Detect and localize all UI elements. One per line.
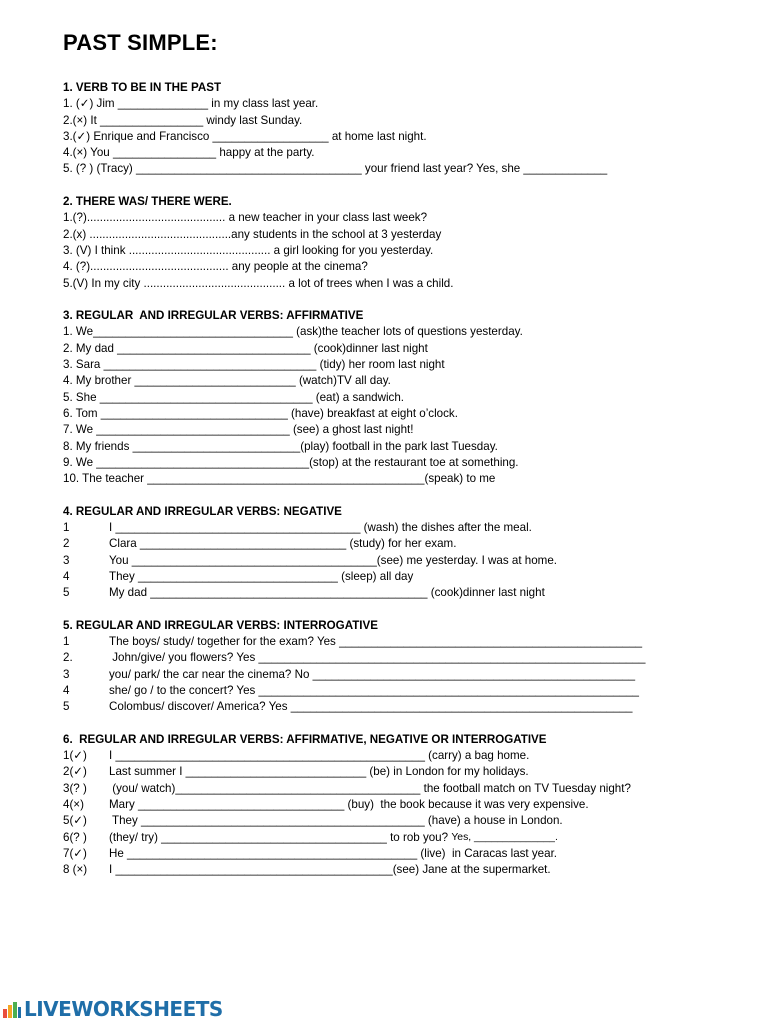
exercise-line: 5. (? ) (Tracy) ___________________________________ your friend last year? Yes, she _____________ — [63, 162, 608, 176]
item-number: 1(✓) — [63, 749, 87, 763]
exercise-line — [63, 797, 753, 813]
exercise-line — [63, 683, 753, 699]
exercise-line — [63, 585, 753, 601]
item-text: He _____________________________________________ (live) in Caracas last year. — [109, 846, 558, 860]
section-there-was-were — [63, 194, 753, 292]
item-text: Mary ________________________________ (buy) the book because it was very expensive. — [109, 798, 589, 812]
exercise-line — [63, 553, 753, 569]
exercise-line: 8. My friends __________________________(play) football in the park last Tuesday. — [63, 439, 498, 453]
exercise-line: 5.(V) In my city ............................................ a lot of trees when I was a child. — [63, 276, 454, 290]
exercise-line: 3.(✓) Enrique and Francisco __________________ at home last night. — [63, 129, 427, 143]
brand-part-live: LIVE — [24, 997, 72, 1021]
section-heading: 6. REGULAR AND IRREGULAR VERBS: AFFIRMATIVE, NEGATIVE OR INTERROGATIVE — [63, 732, 547, 746]
exercise-line — [63, 569, 753, 585]
item-text: My dad ___________________________________________ (cook)dinner last night — [109, 586, 545, 600]
exercise-line: 2. My dad ______________________________ (cook)dinner last night — [63, 341, 428, 355]
exercise-line: 7. We ______________________________ (see) a ghost last night! — [63, 423, 414, 437]
section-heading: 1. VERB TO BE IN THE PAST — [63, 81, 222, 94]
exercise-line: 9. We _________________________________(stop) at the restaurant toe at something. — [63, 455, 519, 469]
item-number: 7(✓) — [63, 846, 87, 860]
item-text: John/give/ you flowers? Yes ____________________________________________________________ — [109, 651, 646, 665]
item-number: 2. — [63, 651, 73, 665]
item-number: 8 (×) — [63, 863, 88, 877]
item-number: 6(? ) — [63, 830, 87, 844]
item-text: you/ park/ the car near the cinema? No __________________________________________________ — [109, 667, 636, 681]
item-number: 3 — [63, 553, 70, 567]
brand-part-worksheets: WORKSHEETS — [71, 997, 223, 1021]
item-text: You ______________________________________(see) me yesterday. I was at home. — [109, 553, 558, 567]
exercise-line: 4. My brother _________________________ (watch)TV all day. — [63, 374, 391, 388]
exercise-line — [63, 536, 753, 552]
item-number: 5 — [63, 700, 70, 714]
item-text: she/ go / to the concert? Yes ___________________________________________________________ — [109, 683, 639, 697]
exercise-line: 3. (V) I think ............................................ a girl looking for you yesterday. — [63, 243, 434, 257]
item-number: 5 — [63, 586, 70, 600]
page-title: PAST SIMPLE: — [63, 30, 218, 55]
exercise-line: 3. Sara _________________________________ (tidy) her room last night — [63, 358, 445, 372]
exercise-line — [63, 830, 753, 846]
exercise-line: 1. We_______________________________ (ask)the teacher lots of questions yesterday. — [63, 325, 523, 339]
section-heading: 3. REGULAR AND IRREGULAR VERBS: AFFIRMATIVE — [63, 309, 364, 323]
item-text: I ______________________________________ (wash) the dishes after the meal. — [109, 521, 532, 535]
item-number: 2 — [63, 537, 70, 551]
item-text: Clara ________________________________ (study) for her exam. — [109, 537, 457, 551]
item-number: 4 — [63, 569, 70, 583]
exercise-line — [63, 846, 753, 862]
exercise-line — [63, 748, 753, 764]
item-text: They ____________________________________________ (have) a house in London. — [109, 814, 563, 828]
section-heading: 5. REGULAR AND IRREGULAR VERBS: INTERROGATIVE — [63, 618, 378, 632]
exercise-line: 2.(×) It ________________ windy last Sunday. — [63, 113, 303, 127]
exercise-line — [63, 781, 753, 797]
exercise-line: 10. The teacher ___________________________________________(speak) to me — [63, 472, 496, 486]
item-number: 4(×) — [63, 798, 84, 812]
exercise-line — [63, 813, 753, 829]
section-affirmative — [63, 308, 753, 487]
item-number: 1 — [63, 635, 70, 649]
item-text: Last summer I ____________________________ (be) in London for my holidays. — [109, 765, 529, 779]
section-interrogative — [63, 618, 753, 716]
item-text: I ___________________________________________(see) Jane at the supermarket. — [109, 863, 551, 877]
item-number: 3(? ) — [63, 781, 87, 795]
section-heading: 2. THERE WAS/ THERE WERE. — [63, 195, 232, 209]
exercise-line: 5. She _________________________________ (eat) a sandwich. — [63, 390, 405, 404]
item-text: (they/ try) ___________________________________ to rob you? — [109, 830, 452, 844]
exercise-line — [63, 667, 753, 683]
item-number: 1 — [63, 521, 70, 535]
exercise-line — [63, 862, 753, 878]
exercise-line: 4.(×) You ________________ happy at the party. — [63, 146, 315, 160]
liveworksheets-logo-icon — [2, 999, 22, 1019]
item-text: (you/ watch)______________________________________ the football match on TV Tuesday night? — [109, 781, 631, 795]
item-text: I ________________________________________________ (carry) a bag home. — [109, 749, 530, 763]
section-negative — [63, 504, 753, 602]
exercise-line: 6. Tom _____________________________ (have) breakfast at eight o’clock. — [63, 406, 458, 420]
item-number: 2(✓) — [63, 765, 87, 779]
item-number: 5(✓) — [63, 814, 87, 828]
item-text: They _______________________________ (sleep) all day — [109, 569, 414, 583]
item-text: Colombus/ discover/ America? Yes _____________________________________________________ — [109, 700, 633, 714]
worksheet-content — [63, 80, 753, 895]
item-answer-suffix: Yes, ______________. — [451, 831, 558, 843]
exercise-line: 1. (✓) Jim ______________ in my class last year. — [63, 97, 319, 111]
item-text: The boys/ study/ together for the exam? Yes _______________________________________________ — [109, 635, 643, 649]
exercise-line — [63, 634, 753, 650]
item-number: 4 — [63, 683, 70, 697]
exercise-line: 4. (?)........................................... any people at the cinema? — [63, 260, 368, 274]
item-number: 3 — [63, 667, 70, 681]
exercise-line: 2.(x) ............................................any students in the school at 3 yesterday — [63, 227, 442, 241]
exercise-line — [63, 650, 753, 666]
exercise-line — [63, 520, 753, 536]
exercise-line: 1.(?)........................................... a new teacher in your class last week? — [63, 211, 428, 225]
section-heading: 4. REGULAR AND IRREGULAR VERBS: NEGATIVE — [63, 504, 342, 518]
liveworksheets-wordmark — [24, 997, 223, 1021]
section-mixed — [63, 732, 753, 879]
exercise-line — [63, 764, 753, 780]
liveworksheets-logo[interactable] — [2, 996, 223, 1022]
section-verb-to-be — [63, 80, 753, 178]
exercise-line — [63, 699, 753, 715]
